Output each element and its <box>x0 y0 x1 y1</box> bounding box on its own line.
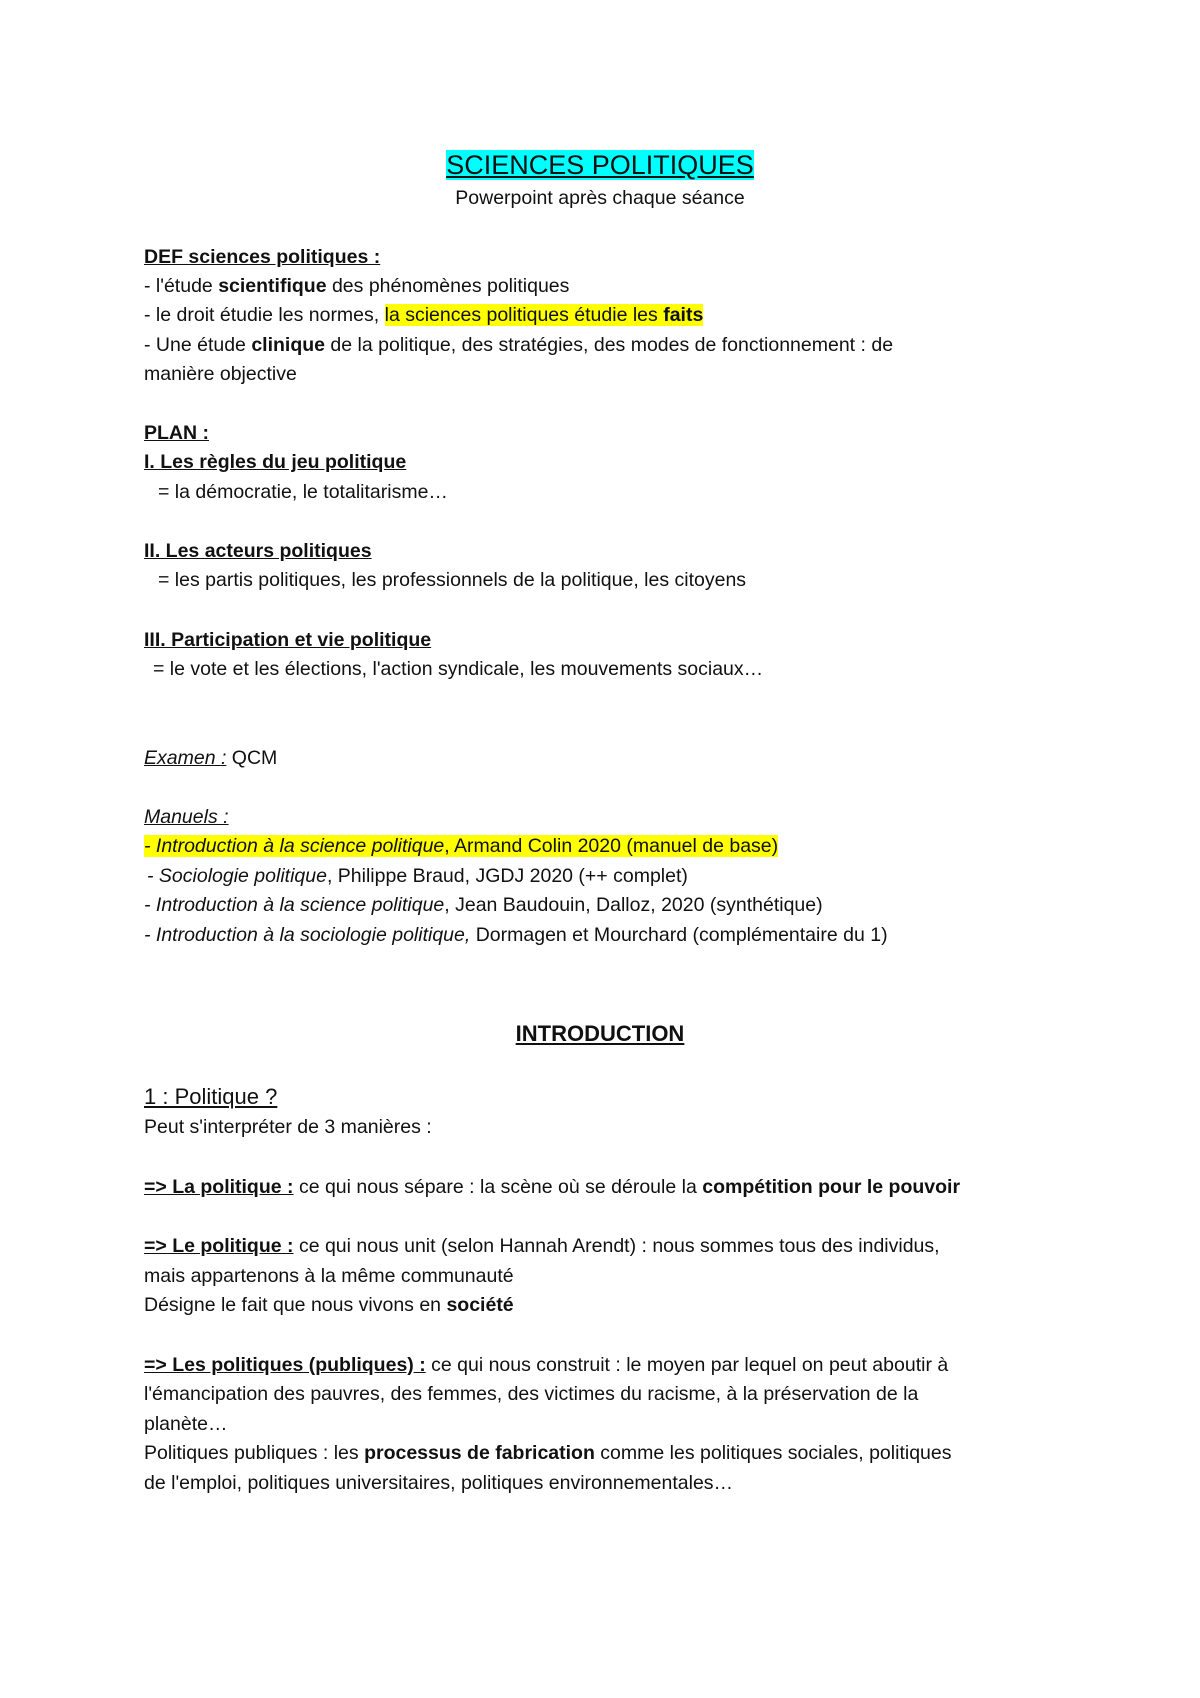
highlight <box>385 304 704 326</box>
exam-value: QCM <box>226 747 278 769</box>
text-run: Politiques publiques : les <box>144 1442 365 1464</box>
text-run-bold: faits <box>663 304 704 326</box>
manual-3 <box>144 891 823 919</box>
manuals-heading: Manuels : <box>144 806 229 828</box>
text-run-bold: clinique <box>251 334 326 356</box>
text-run: de la politique, des stratégies, des modes de fonctionnement : de <box>325 334 894 356</box>
exam-label: Examen : <box>144 747 227 769</box>
manual-details: Dormagen et Mourchard (complémentaire du 1) <box>470 924 888 946</box>
introduction-title: INTRODUCTION <box>515 1021 685 1046</box>
definition-line-4: manière objective <box>144 363 297 385</box>
text-run: - le droit étudie les normes, <box>144 304 385 326</box>
text-run-bold: société <box>446 1294 514 1316</box>
plan-part-2-desc: = les partis politiques, les professionnels de la politique, les citoyens <box>158 569 747 591</box>
plan-part-2-title: II. Les acteurs politiques <box>144 540 372 562</box>
section-1-lead: Peut s'interpréter de 3 manières : <box>144 1116 432 1138</box>
manual-title: - Introduction à la science politique <box>144 835 445 857</box>
text-run-bold: processus de fabrication <box>364 1442 595 1464</box>
meaning-le-politique-line-2: mais appartenons à la même communauté <box>144 1265 514 1287</box>
meaning-label: => La politique : <box>144 1176 294 1198</box>
manual-4 <box>144 921 888 949</box>
meaning-les-politiques-line-4 <box>144 1439 951 1467</box>
meaning-les-politiques-line-3: planète… <box>144 1413 228 1435</box>
text-run: ce qui nous sépare : la scène où se déroule la <box>293 1176 703 1198</box>
manual-title: - Sociologie politique <box>147 865 327 887</box>
manual-title: - Introduction à la sociologie politique, <box>144 924 471 946</box>
definition-line-2 <box>144 301 703 329</box>
manual-details: , Jean Baudouin, Dalloz, 2020 (synthétique) <box>444 894 823 916</box>
definition-heading: DEF sciences politiques : <box>144 246 381 268</box>
manual-title: - Introduction à la science politique <box>144 894 445 916</box>
highlight <box>144 835 778 857</box>
page-title <box>0 148 1200 182</box>
meaning-les-politiques-line-2: l'émancipation des pauvres, des femmes, des victimes du racisme, à la préservation de la <box>144 1383 919 1405</box>
subtitle: Powerpoint après chaque séance <box>455 187 745 209</box>
meaning-label: => Les politiques (publiques) : <box>144 1354 426 1376</box>
manual-2 <box>147 862 688 890</box>
meaning-le-politique-line-3 <box>144 1291 514 1319</box>
text-run: Désigne le fait que nous vivons en <box>144 1294 447 1316</box>
plan-part-1-desc: = la démocratie, le totalitarisme… <box>158 481 448 503</box>
text-run: comme les politiques sociales, politiques <box>594 1442 952 1464</box>
manual-details: , Philippe Braud, JGDJ 2020 (++ complet) <box>326 865 688 887</box>
title-text: SCIENCES POLITIQUES <box>446 150 754 180</box>
exam-line <box>144 744 277 772</box>
manual-1 <box>144 832 778 860</box>
text-run: la sciences politiques étudie les <box>384 304 664 326</box>
meaning-la-politique <box>144 1173 960 1201</box>
plan-part-3-title: III. Participation et vie politique <box>144 629 432 651</box>
text-run: ce qui nous unit (selon Hannah Arendt) : nous sommes tous des individus, <box>293 1235 940 1257</box>
plan-heading: PLAN : <box>144 422 209 444</box>
meaning-label: => Le politique : <box>144 1235 294 1257</box>
section-1-title: 1 : Politique ? <box>144 1084 278 1109</box>
meaning-les-politiques-line-5: de l'emploi, politiques universitaires, politiques environnementales… <box>144 1472 734 1494</box>
text-run-bold: scientifique <box>218 275 327 297</box>
meaning-le-politique <box>144 1232 940 1260</box>
plan-part-1-title: I. Les règles du jeu politique <box>144 451 407 473</box>
plan-part-3-desc: = le vote et les élections, l'action syndicale, les mouvements sociaux… <box>153 658 764 680</box>
meaning-les-politiques <box>144 1351 948 1379</box>
text-run: - l'étude <box>144 275 219 297</box>
text-run: ce qui nous construit : le moyen par lequel on peut aboutir à <box>425 1354 949 1376</box>
text-run: - Une étude <box>144 334 252 356</box>
text-run: des phénomènes politiques <box>326 275 570 297</box>
definition-line-3 <box>144 331 893 359</box>
manual-details: , Armand Colin 2020 (manuel de base) <box>444 835 779 857</box>
text-run-bold: compétition pour le pouvoir <box>702 1176 961 1198</box>
definition-line-1 <box>144 272 569 300</box>
